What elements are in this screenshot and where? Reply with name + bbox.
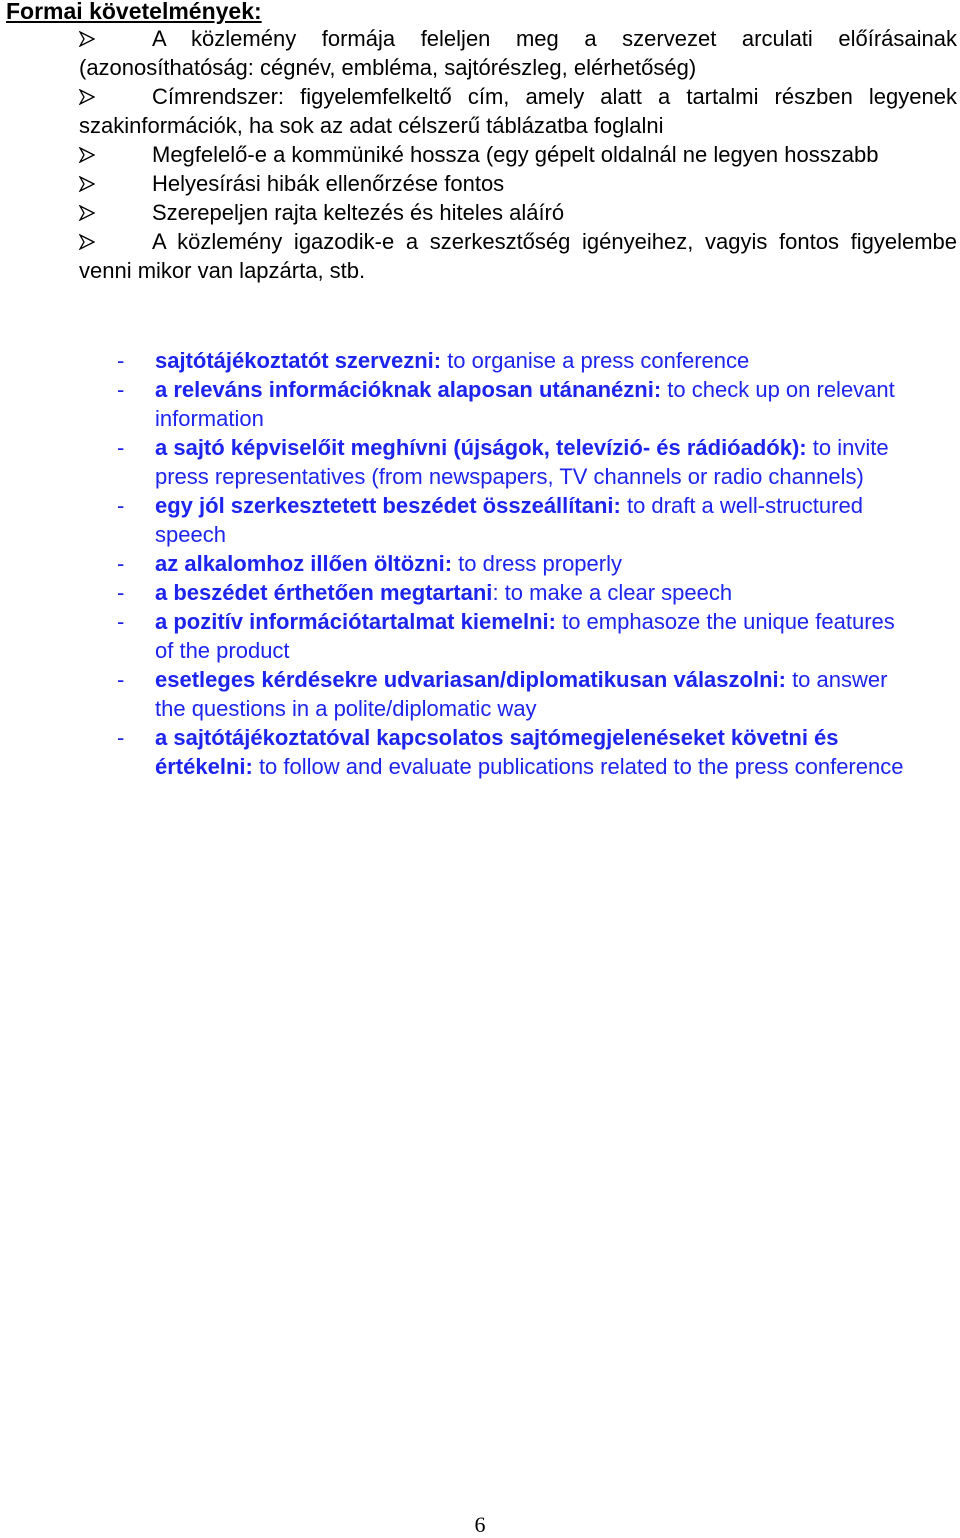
requirement-text: A közlemény formája feleljen meg a szervezet arculati előírásainak (azonosíthatóság: cégnév, embléma, sajtórészleg, elérhetőség) (79, 26, 957, 80)
hungarian-term: az alkalomhoz illően öltözni: (155, 551, 453, 576)
dash-bullet: - (117, 609, 125, 634)
requirement-item (79, 82, 957, 140)
english-translation: to organise a press conference (441, 348, 750, 373)
requirement-text: A közlemény igazodik-e a szerkesztőség igényeihez, vagyis fontos figyelembe venni mikor van lapzárta, stb. (79, 229, 957, 283)
arrowhead-bullet-icon (79, 176, 95, 192)
english-translation: to follow and evaluate publications related to the press conference (252, 754, 904, 779)
arrowhead-bullet-icon (79, 31, 95, 47)
hungarian-term: sajtótájékoztatót szervezni: (155, 348, 442, 373)
requirement-item (79, 140, 957, 169)
hungarian-term: a pozitív információtartalmat kiemelni: (155, 609, 556, 634)
requirement-item (79, 227, 957, 285)
vocabulary-item (117, 375, 917, 433)
requirements-list (79, 24, 957, 285)
dash-bullet: - (117, 493, 125, 518)
english-translation: : to make a clear speech (492, 580, 733, 605)
vocabulary-item (117, 665, 917, 723)
vocabulary-item (117, 491, 917, 549)
requirement-item (79, 169, 957, 198)
vocabulary-list (117, 346, 917, 781)
requirement-item (79, 24, 957, 82)
hungarian-term: a sajtótájékoztatóval kapcsolatos sajtómegjelenéseket követni és értékelni: (155, 725, 839, 779)
dash-bullet: - (117, 435, 125, 460)
dash-bullet: - (117, 580, 125, 605)
section-heading: Formai követelmények: (6, 0, 262, 24)
arrowhead-bullet-icon (79, 205, 95, 221)
arrowhead-bullet-icon (79, 234, 95, 250)
arrowhead-bullet-icon (79, 89, 95, 105)
requirement-item (79, 198, 957, 227)
vocabulary-item (117, 723, 917, 781)
english-translation: to invite press representatives (from newspapers, TV channels or radio channels) (155, 435, 889, 489)
requirement-text: Helyesírási hibák ellenőrzése fontos (152, 171, 505, 196)
vocabulary-item (117, 346, 917, 375)
vocabulary-item (117, 433, 917, 491)
hungarian-term: a beszédet érthetően megtartani (155, 580, 493, 605)
english-translation: to dress properly (452, 551, 622, 576)
dash-bullet: - (117, 377, 125, 402)
hungarian-term: a sajtó képviselőit meghívni (újságok, televízió- és rádióadók): (155, 435, 807, 460)
dash-bullet: - (117, 348, 125, 373)
hungarian-term: esetleges kérdésekre udvariasan/diplomatikusan válaszolni: (155, 667, 786, 692)
english-translation: to draft a well-structured speech (155, 493, 863, 547)
dash-bullet: - (117, 667, 125, 692)
english-translation: to emphasoze the unique features of the product (155, 609, 895, 663)
dash-bullet: - (117, 725, 125, 750)
requirement-text: Megfelelő-e a kommüniké hossza (egy gépelt oldalnál ne legyen hosszabb (152, 142, 879, 167)
vocabulary-item (117, 607, 917, 665)
english-translation: to check up on relevant information (155, 377, 895, 431)
hungarian-term: egy jól szerkesztetett beszédet összeállítani: (155, 493, 621, 518)
dash-bullet: - (117, 551, 125, 576)
english-translation: to answer the questions in a polite/diplomatic way (155, 667, 888, 721)
arrowhead-bullet-icon (79, 147, 95, 163)
requirement-text: Szerepeljen rajta keltezés és hiteles aláíró (152, 200, 565, 225)
vocabulary-item (117, 549, 917, 578)
requirement-text: Címrendszer: figyelemfelkeltő cím, amely alatt a tartalmi részben legyenek szakinformációk, ha sok az adat célszerű táblázatba foglalni (79, 84, 957, 138)
hungarian-term: a releváns információknak alaposan utánanézni: (155, 377, 662, 402)
page-number: 6 (474, 1512, 486, 1537)
vocabulary-item (117, 578, 917, 607)
